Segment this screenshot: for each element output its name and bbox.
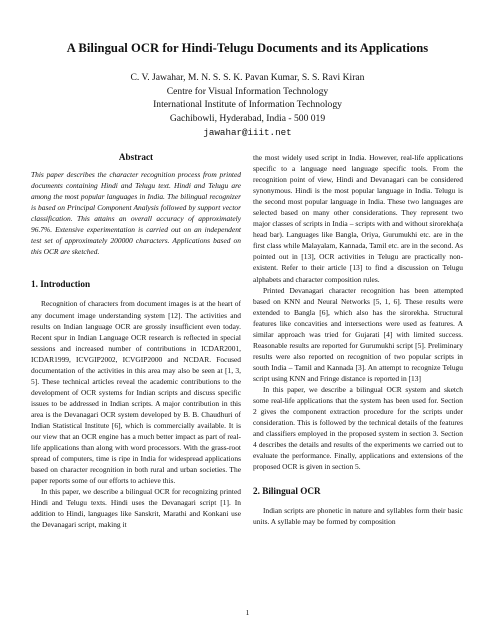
affiliation-centre: Centre for Visual Information Technology [166,85,329,97]
abstract-heading: Abstract [118,152,154,162]
intro-paragraph-1: Recognition of characters from document images is at the heart of any document image understanding system [12]. The activities and results on Indian language OCR are grossly insufficient even today. Recent spur in Indian Language OCR research is reflected in special sessions and increased number of contributions in ICDAR2001, ICDAR1999, ICVGIP2002, ICVGIP2000 and NCDAR. Focused documentation of the activities in this area may also be seen at [1, 3, 5]. These technical articles reveal the academic contributions to the development of OCR systems for Indian scripts and discuss specific issues to be addressed in Indian scripts. A major contribution in this area is the Devanagari OCR system developed by B. B. Chaudhuri of Indian Statistical Institute [6], which is commercially available. It is our view that an OCR engine has a much better impact as part of real-life applications than along with word processors. With the grass-root spread of computers, time is ripe in India for widespread applications based on character recognition in both rural and urban societies. The paper reports some of our efforts to achieve this. [31,299,241,486]
intro-paragraph-2: In this paper, we describe a bilingual OCR for recognizing printed Hindi and Telugu texts. Hindi uses the Devanagari script [1]. In addition to Hindi, languages like Sanskrit, Marathi and Konkani use the Devanagari script, making it [31,487,241,530]
intro-paragraph-3: the most widely used script in India. However, real-life applications specific to a language need language specific tools. From the recognition point of view, Hindi and Devanagari can be considered synonymous. Hindi is the most popular language in India. Telugu is the second most popular language in India. These two languages are selected based on many other considerations. They represent two major classes of scripts in India – scripts with and without sirorekha(a head bar). Languages like Bangla, Oriya, Gurumukhi etc. are in the first class while Malayalam, Kannada, Tamil etc. are in the second. As pointed out in [13], OCR activities in Telugu are practically non-existent. Refer to their article [13] to find a discussion on Telugu alphabets and character composition rules. [253,153,463,284]
affiliation-address: Gachibowli, Hyderabad, India - 500 019 [169,113,326,125]
author-names: C. V. Jawahar, M. N. S. S. K. Pavan Kumar, S. S. Ravi Kiran [130,72,365,83]
sec2-paragraph-1: Indian scripts are phonetic in nature and syllables form their basic units. A syllable may be formed by composition [253,506,463,527]
page-number: 1 [245,608,250,617]
left-column [31,152,241,530]
abstract-text: This paper describes the character recognition process from printed documents containing Hindi and Telugu text. Hindi and Telugu are among the most popular languages in India. The bilingual recognizer is based on Principal Component Analysis followed by support vector classification. This attains an overall accuracy of approximately 96.7%. Extensive experimentation is carried out on an independent test set of approximately 200000 characters. Applications based on this OCR are sketched. [31,170,241,257]
introduction-heading: 1. Introduction [31,279,91,290]
bilingual-ocr-heading: 2. Bilingual OCR [253,486,321,497]
intro-paragraph-5: In this paper, we describe a bilingual OCR system and sketch some real-life applications that the system has been used for. Section 2 gives the component extraction procedure for the scripts under consideration. This is followed by the technical details of the features and classifiers employed in the proposed system in section 3. Section 4 describes the details and results of the experiments we carried out to evaluate the performance. Finally, applications and extensions of the proposed OCR is given in section 5. [253,384,463,472]
paper-title: A Bilingual OCR for Hindi-Telugu Documents and its Applications [66,41,429,55]
affiliation-institute: International Institute of Information Technology [153,99,342,111]
intro-paragraph-4: Printed Devanagari character recognition has been attempted based on KNN and Neural Networks [5, 1, 6]. These results were extended to Bangla [6], which also has the sirorekha. Structural features like concavities and intersections were used as features. A similar approach was tried for Gujarati [4] with limited success. Reasonable results are reported for Gurumukhi script [5]. Preliminary results were also reported on recognition of two popular scripts in south India – Tamil and Kannada [3]. An attempt to recognize Telugu script using KNN and Fringe distance is reported in [13] [253,285,463,383]
author-email: jawahar@iiit.net [203,126,292,138]
right-column [253,152,463,528]
author-block [0,71,495,140]
